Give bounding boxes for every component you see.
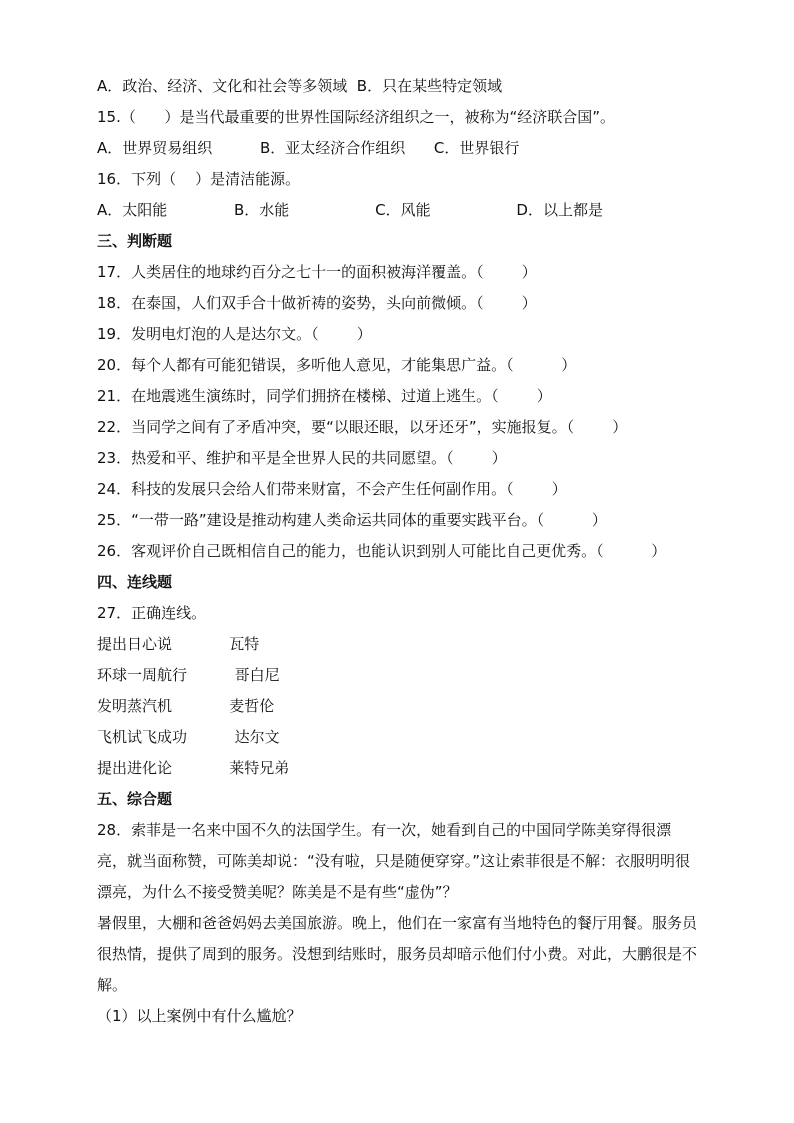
q28-paragraph-1: 28．索菲是一名来中国不久的法国学生。有一次，她看到自己的中国同学陈美穿得很漂亮，就当面称赞，可陈美却说：“没有啦，只是随便穿穿。”这让索菲很是不解：衣服明明很漂亮，为什么不接受赞美呢？陈美是不是有些“虚伪”？ <box>97 821 691 901</box>
q21: 21．在地震逃生演练时，同学们拥挤在楼梯、过道上逃生。（ ） <box>97 387 552 405</box>
q23: 23．热爱和平、维护和平是全世界人民的共同愿望。（ ） <box>97 449 507 467</box>
q28-subquestion-1: （1）以上案例中有什么尴尬？ <box>97 1007 302 1025</box>
match-row-5: 提出进化论 莱特兄弟 <box>97 759 290 777</box>
match-row-1: 提出日心说 瓦特 <box>97 635 260 653</box>
match-row-3: 发明蒸汽机 麦哲伦 <box>97 697 275 715</box>
match-row-2: 环球一周航行 哥白尼 <box>97 666 280 684</box>
q25: 25．“一带一路”建设是推动构建人类命运共同体的重要实践平台。（ ） <box>97 511 607 529</box>
q27-stem: 27．正确连线。 <box>97 604 207 622</box>
q22: 22．当同学之间有了矛盾冲突，要“以眼还眼，以牙还牙”，实施报复。（ ） <box>97 418 628 436</box>
q17: 17．人类居住的地球约百分之七十一的面积被海洋覆盖。（ ） <box>97 263 537 281</box>
q20: 20．每个人都有可能犯错误，多听他人意见，才能集思广益。（ ） <box>97 356 577 374</box>
q16-options: A．太阳能 B．水能 C．风能 D．以上都是 <box>97 201 603 219</box>
q24: 24．科技的发展只会给人们带来财富，不会产生任何副作用。（ ） <box>97 480 567 498</box>
section-heading-judgement: 三、判断题 <box>97 232 173 250</box>
section-heading-matching: 四、连线题 <box>97 573 173 591</box>
section-heading-comprehensive: 五、综合题 <box>97 790 173 808</box>
q28-paragraph-2: 暑假里，大棚和爸爸妈妈去美国旅游。晚上，他们在一家富有当地特色的餐厅用餐。服务员很热情，提供了周到的服务。没想到结账时，服务员却暗示他们付小费。对此，大鹏很是不解。 <box>97 914 698 994</box>
q28-block <box>97 815 697 1032</box>
q19: 19．发明电灯泡的人是达尔文。（ ） <box>97 325 372 343</box>
q16-stem: 16．下列（ ）是清洁能源。 <box>97 170 301 188</box>
q15-stem: 15.（ ）是当代最重要的世界性国际经济组织之一，被称为“经济联合国”。 <box>97 108 616 126</box>
q14-options: A．政治、经济、文化和社会等多领域 B．只在某些特定领域 <box>97 77 503 95</box>
q15-options: A．世界贸易组织 B．亚太经济合作组织 C．世界银行 <box>97 139 520 157</box>
match-row-4: 飞机试飞成功 达尔文 <box>97 728 280 746</box>
q18: 18．在泰国，人们双手合十做祈祷的姿势，头向前微倾。（ ） <box>97 294 537 312</box>
q26: 26．客观评价自己既相信自己的能力，也能认识到别人可能比自己更优秀。（ ） <box>97 542 667 560</box>
